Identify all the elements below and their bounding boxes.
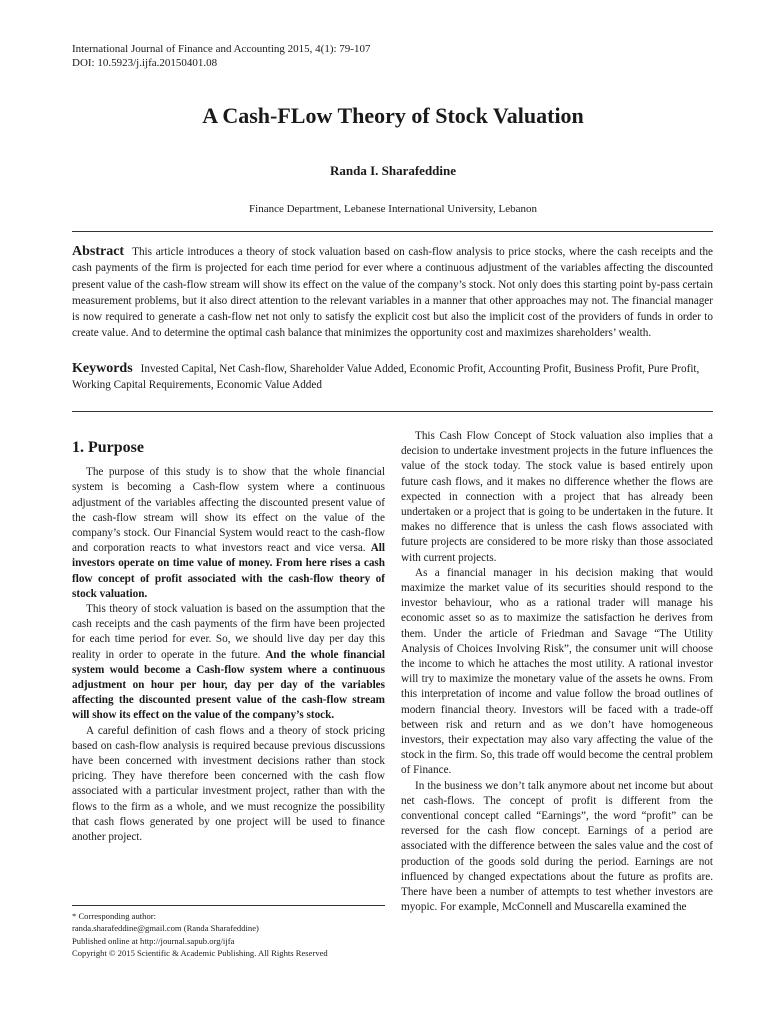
paragraph-text: This theory of stock valuation is based on the assumption that the cash receipts and the cash payments of the firm have been projected for each time period for ever. So, we should live day per day this reality in order to operate in the future.	[72, 603, 385, 661]
right-column	[401, 429, 713, 916]
author-affiliation: Finance Department, Lebanese International University, Lebanon	[249, 203, 537, 215]
footnote-copyright: Copyright © 2015 Scientific & Academic Publishing. All Rights Reserved	[72, 947, 328, 958]
paragraph: This Cash Flow Concept of Stock valuation also implies that a decision to undertake investment projects in the future influences the value of the stock today. The stock value is based entirely upon future cash flows, and it makes no difference whether the flows are expected in connection with a project that has already been undertaken or a project that is going to be undertaken in the future. It makes no difference that is unless the cash flows associated with future projects are considered to be more risky than those associated with current projects.	[401, 430, 713, 564]
author-name: Randa I. Sharafeddine	[329, 163, 457, 178]
footnote-published: Published online at http://journal.sapub.org/ijfa	[72, 935, 235, 946]
footnote	[72, 910, 385, 959]
paragraph	[72, 602, 385, 724]
keywords-text: Invested Capital, Net Cash-flow, Shareholder Value Added, Economic Profit, Accounting Profit, Business Profit, Pure Profit, Working Capital Requirements, Economic Value Added	[72, 363, 700, 392]
keywords	[72, 361, 713, 394]
footnote-rule	[72, 905, 385, 906]
left-column	[72, 440, 385, 845]
abstract	[72, 244, 713, 342]
paragraph-bold-text: All investors operate on time value of money. From here rises a cash flow concept of profit associated with the cash-flow theory of stock valuation.	[72, 542, 386, 600]
section-rule	[72, 411, 713, 412]
abstract-label: Abstract	[72, 244, 125, 259]
paragraph	[72, 465, 385, 602]
keywords-label: Keywords	[72, 361, 133, 376]
paragraph: In the business we don’t talk anymore about net income but about net cash-flows. The concept of profit is different from the conventional concept called “Earnings”, the word “profit” can be reversed for the cash flow concept. Earnings of a period are associated with the difference between the sales value and the cost of production of the goods sold during the period. Earnings are not influenced by changed expectations about the future as profits are. There have been a number of attempts to test whether investors are myopic. For example, McConnell and Muscarella examined the	[401, 779, 713, 914]
abstract-text: This article introduces a theory of stock valuation based on cash-flow analysis to price stocks, where the cash receipts and the cash payments of the firm is projected for each time period for ever where a continuous adjustment of the variables affecting the discounted present value of the cash-flow stream will show its effect on the value of the company’s stock. Not only does this starting point by-pass certain measurement problems, but it also direct attention to the relevant variables in a manner that other approaches may not. The financial manager is now required to generate a cash-flow net not only to satisfy the explicit cost but also the implicit cost of the providers of funds in order to create value. And to determine the optimal cash balance that minimizes the opportunity cost and maximizes shareholders’ wealth.	[72, 246, 713, 340]
doi: DOI: 10.5923/j.ijfa.20150401.08	[72, 57, 218, 69]
paragraph: As a financial manager in his decision making that would maximize the market value of its securities should respond to the investor behaviour, who as a rational trader will manage his economic asset so as to maximize the satisfaction he derives from them. Under the article of Friedman and Savage “The Utility Analysis of Choices Involving Risk”, the consumer unit will choose the income to which he attaches the most utility. A rational investor will try to maximize the monetary value of the assets he owns. From this interpretation of income and value follow the broad outlines of modern financial theory. Investors will be faced with a trade-off between risk and return and as we don’t have homogeneous investors, their expectation may also vary affecting the value of the stock in the firm. So, this trade off would become the central problem of Finance.	[401, 566, 713, 777]
paragraph-text: The purpose of this study is to show that the whole financial system is becoming a Cash-flow system where a continuous adjustment of the variables affecting the discounted present value of the cash-flow stream will show its effect on the value of the company’s stock. Our Financial System would react to the cash-flow and corporation reacts to what investors react and vice versa.	[72, 466, 385, 555]
paragraph: A careful definition of cash flows and a theory of stock pricing based on cash-flow analysis is required because previous discussions have been concerned with investment decisions rather than stock pricing. They have therefore been concerned with the cash flow associated with a particular investment project, rather than with the flows to the firm as a whole, and we must recognize the possibility that cash flows generated by one project will be used to finance another project.	[72, 724, 385, 844]
journal-citation: International Journal of Finance and Accounting 2015, 4(1): 79-107	[72, 43, 371, 55]
paper-title: A Cash-FLow Theory of Stock Valuation	[202, 103, 584, 128]
journal-header	[72, 42, 370, 70]
paragraph-bold-text: And the whole financial system would become a Cash-flow system where a continuous adjustment on hour per hour, day per day of the variables affecting the discounted present value of the cash-flow stream will show its effect on the value of the company’s stock.	[72, 648, 385, 722]
section-heading: 1. Purpose	[72, 439, 144, 456]
top-rule	[72, 231, 713, 232]
footnote-corresponding: * Corresponding author:	[72, 911, 157, 921]
footnote-email: randa.sharafeddine@gmail.com (Randa Sharafeddine)	[72, 923, 259, 934]
